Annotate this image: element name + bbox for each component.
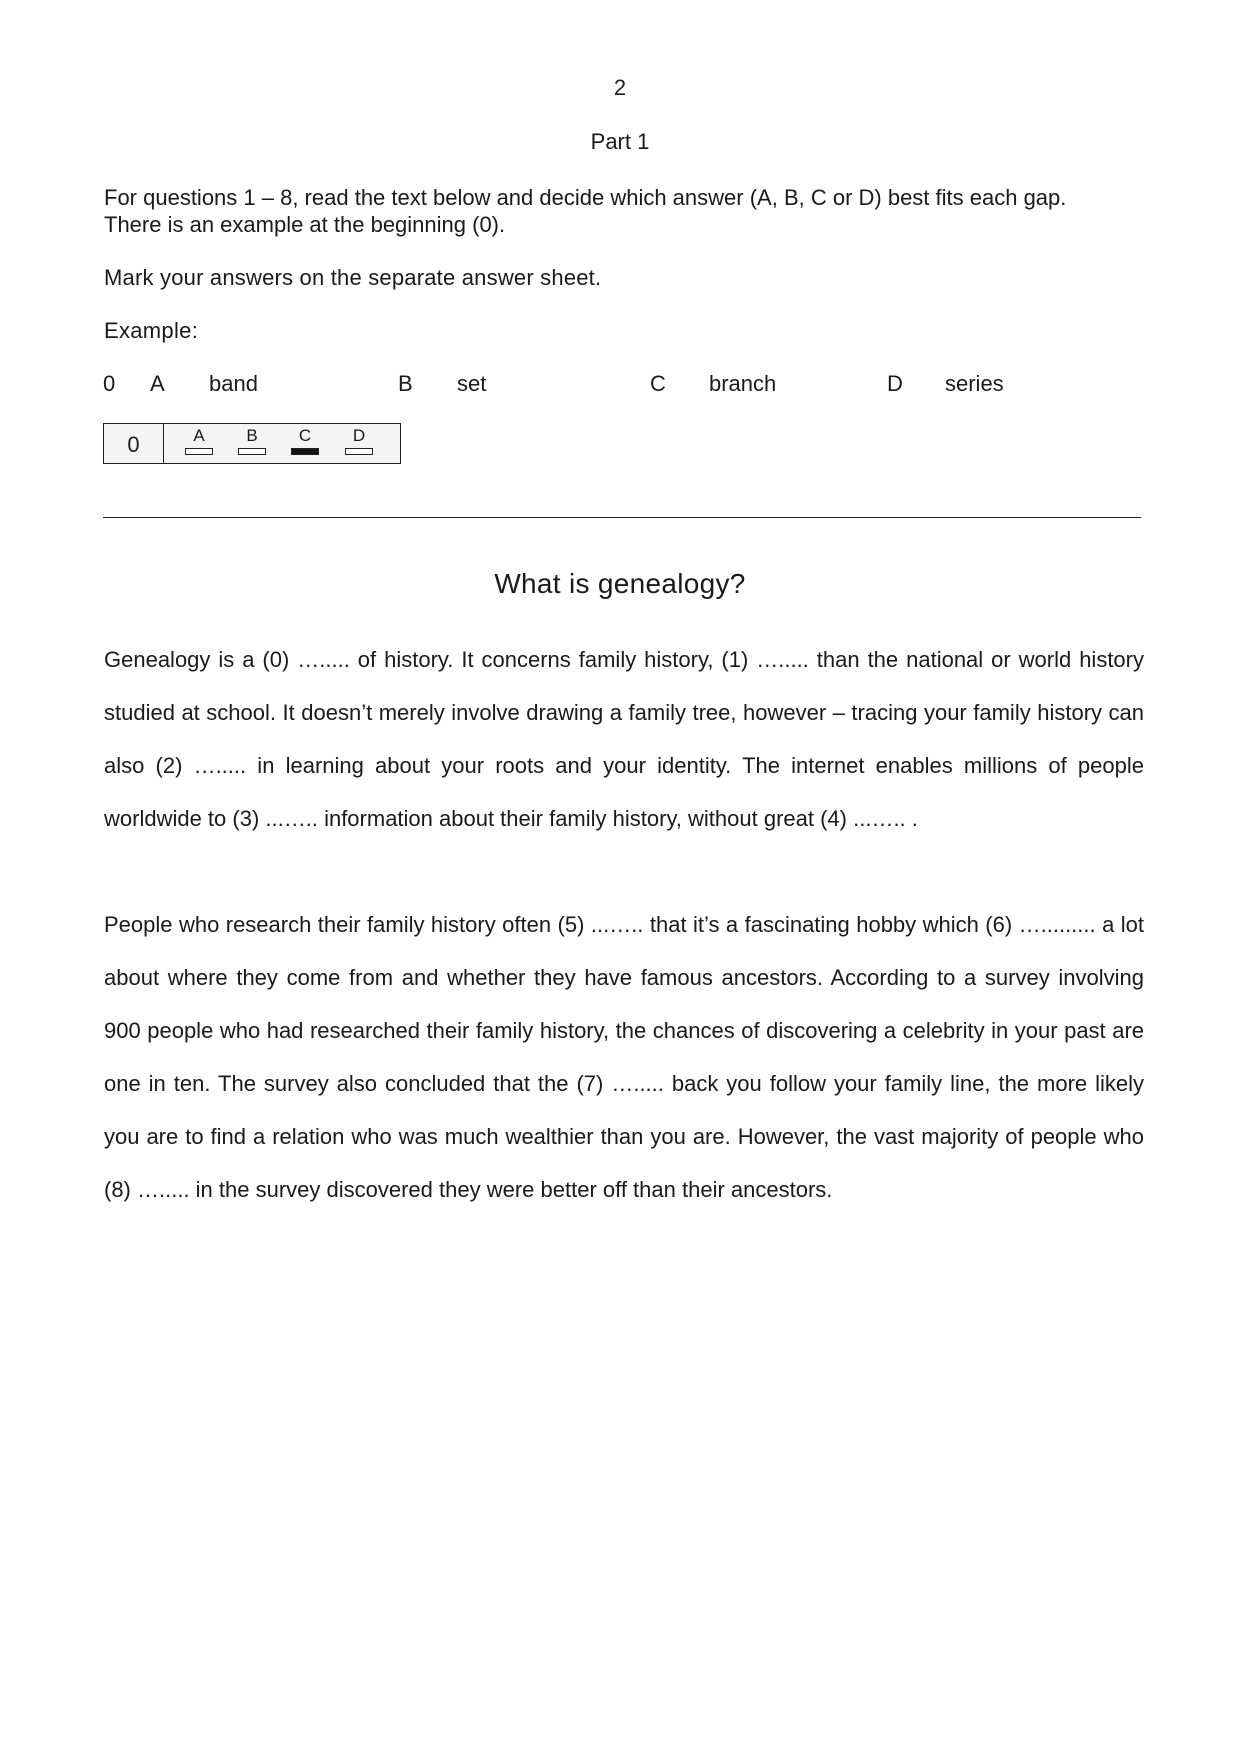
example-answer-box — [103, 423, 401, 464]
answer-option-d — [344, 427, 374, 455]
passage-paragraph-2: People who research their family history often (5) ...….. that it’s a fascinating hobby which (6) …......... a lot about where they come from and whether they have famous ancestors. According to a survey involving 900 people who had researched their family history, the chances of discovering a celebrity in your past are one in ten. The survey also concluded that the (7) …..... back you follow your family line, the more likely you are to find a relation who was much wealthier than you are. However, the vast majority of people who (8) …..... in the survey discovered they were better off than their ancestors. — [104, 912, 1144, 1202]
passage-paragraph-1: Genealogy is a (0) …..... of history. It concerns family history, (1) …..... than the national or world history studied at school. It doesn’t merely involve drawing a family tree, however – tracing your family history can also (2) …..... in learning about your roots and your identity. The internet enables millions of people worldwide to (3) ...….. information about their family history, without great (4) ...….. . — [104, 647, 1144, 831]
mark-answers-note: Mark your answers on the separate answer sheet. — [104, 265, 602, 290]
passage-title: What is genealogy? — [494, 568, 746, 599]
answer-option-b — [237, 427, 267, 455]
example-option-b-word: set — [457, 371, 487, 396]
answer-option-b-letter: B — [246, 426, 258, 445]
instructions — [104, 184, 1144, 238]
example-option-d-letter: D — [887, 371, 903, 396]
answer-option-a — [184, 427, 214, 455]
example-option-a-word: band — [209, 371, 258, 396]
instructions-line-1: For questions 1 – 8, read the text below and decide which answer (A, B, C or D) best fits each gap. — [104, 185, 1067, 210]
answer-bubble-b — [238, 448, 266, 455]
part-title: Part 1 — [590, 129, 650, 154]
example-number: 0 — [103, 371, 116, 396]
answer-option-d-letter: D — [352, 426, 366, 445]
example-option-a-letter: A — [150, 371, 165, 396]
answer-option-c — [290, 427, 320, 455]
example-option-b-letter: B — [398, 371, 413, 396]
example-options-row — [0, 371, 1240, 399]
answer-option-a-letter: A — [193, 426, 205, 445]
answer-bubble-c-selected — [291, 448, 319, 455]
answer-bubble-d — [345, 448, 373, 455]
example-option-d-word: series — [945, 371, 1004, 396]
page-number: 2 — [613, 75, 627, 100]
example-option-c-word: branch — [709, 371, 777, 396]
instructions-line-2: There is an example at the beginning (0). — [104, 212, 506, 237]
answer-option-c-letter: C — [298, 426, 312, 445]
answer-box-number: 0 — [104, 424, 164, 463]
answer-bubble-a — [185, 448, 213, 455]
example-label: Example: — [104, 318, 199, 343]
example-option-c-letter: C — [650, 371, 666, 396]
section-divider — [103, 517, 1141, 518]
